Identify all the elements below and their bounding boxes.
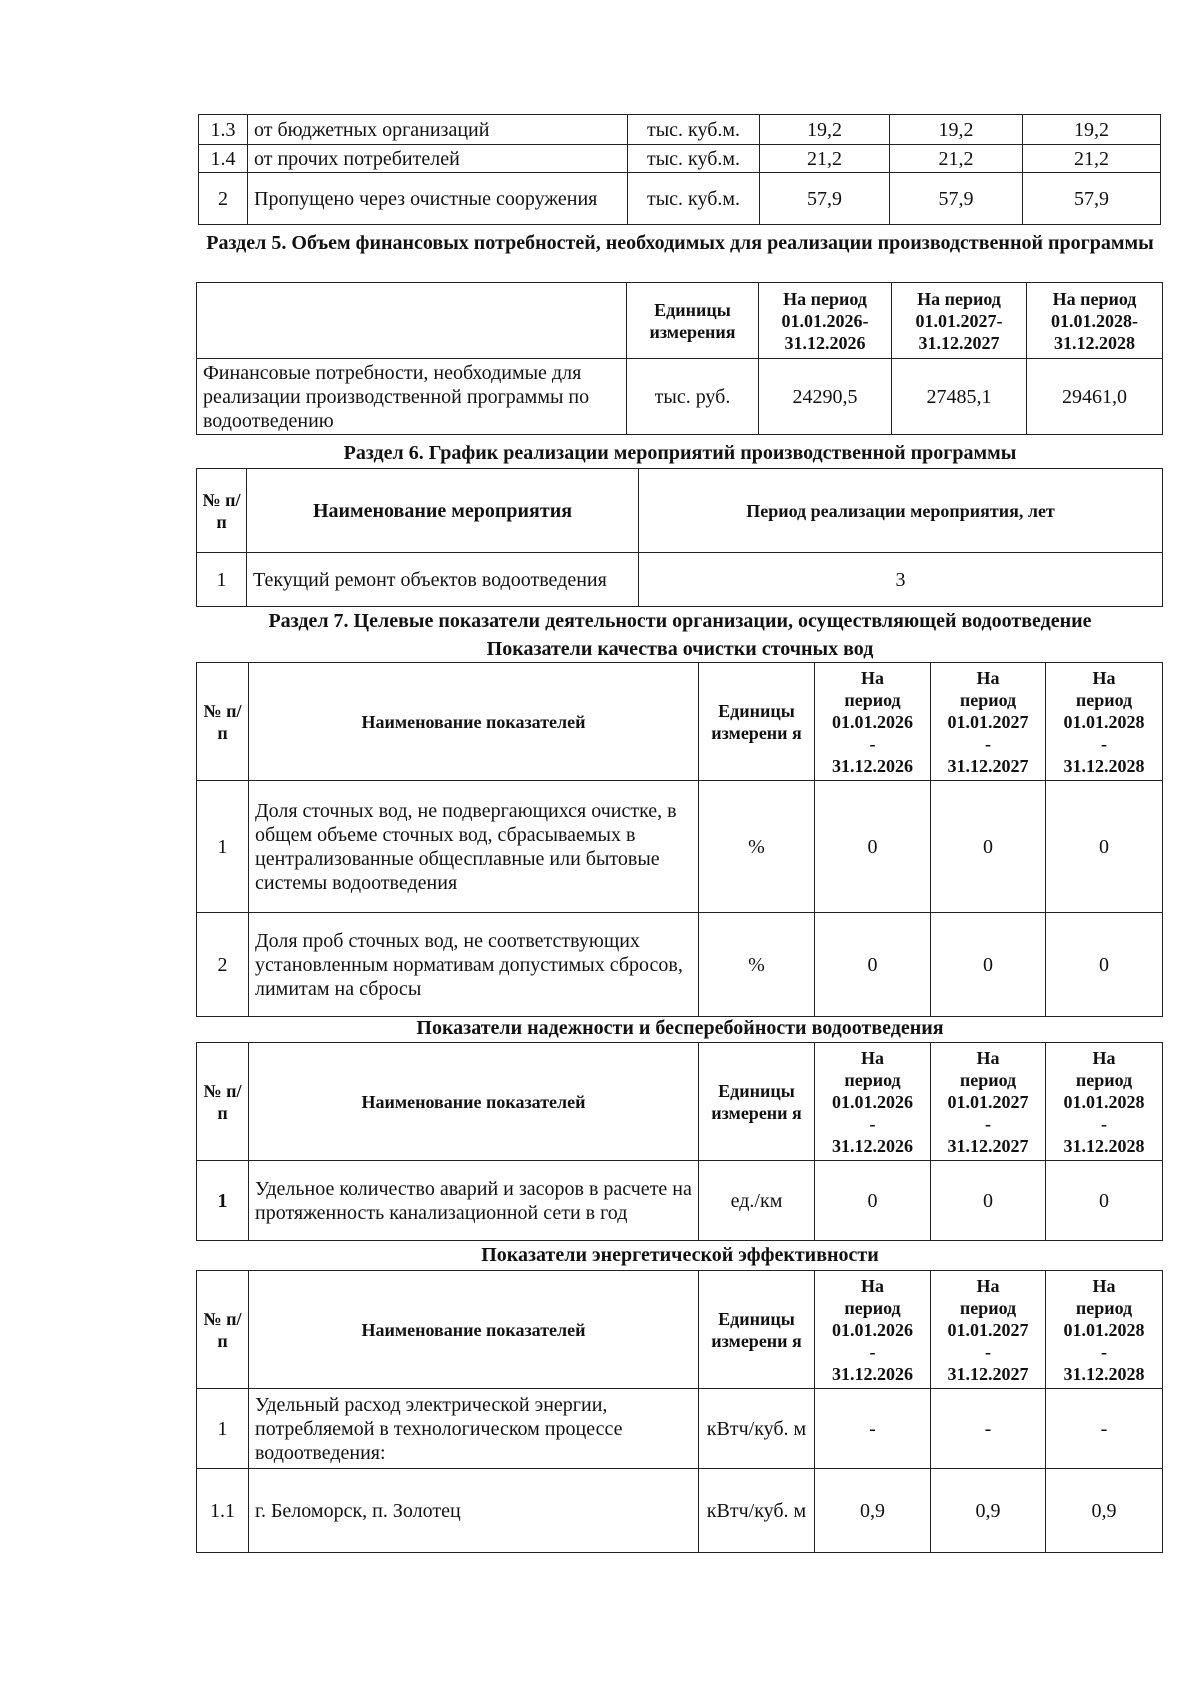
row-value-2028: 57,9 [1023,173,1161,225]
row-number: 1 [197,781,249,913]
table-row [197,1469,1163,1553]
row-name: Доля сточных вод, не подвергающихся очистке, в общем объеме сточных вод, сбрасываемых в централизованные общесплавные или бытовые системы водоотведения [249,781,699,913]
row-unit: кВтч/куб. м [699,1469,815,1553]
header-period-end: 31.12.2027 [947,1363,1029,1384]
header-na: На [1092,667,1116,688]
header-period-word: период [1075,1069,1133,1090]
table-header-row [197,1043,1163,1161]
reliability-table [196,1042,1163,1241]
header-dash: - [985,1113,991,1134]
row-name: г. Беломорск, п. Золотец [249,1469,699,1553]
row-number: 1.4 [199,145,248,173]
row-name: Доля проб сточных вод, не соответствующих установленным нормативам допустимых сбросов, лимитам на сбросы [249,913,699,1017]
header-dash: - [869,1341,876,1362]
header-dash: - [869,733,876,754]
header-period-end: 31.12.2026 [832,1363,913,1384]
row-number: 1 [197,1161,249,1241]
row-period: 3 [639,553,1163,607]
header-period-end: 31.12.2028 [1063,1135,1145,1156]
table-header-row [197,663,1163,781]
table-header-row [197,469,1163,553]
header-period-2026 [815,1043,931,1161]
table-row [197,1389,1163,1469]
row-value-2027: 0 [931,913,1046,1017]
header-na: На [976,667,1000,688]
table-row [199,145,1161,173]
header-period-2026 [815,663,931,781]
row-value-2028: - [1046,1389,1163,1469]
row-unit: тыс. куб.м. [628,115,760,145]
header-unit: Единицы измерени я [699,1271,815,1389]
table-header-row [197,1271,1163,1389]
header-number: № п/п [197,663,249,781]
header-unit: Единицы измерени я [699,663,815,781]
table-row [197,781,1163,913]
row-value-2026: 0 [815,913,931,1017]
header-dash: - [985,733,991,754]
header-period-start: 01.01.2028 [1063,711,1145,732]
row-number: 1 [197,553,247,607]
row-value-2028: 0,9 [1046,1469,1163,1553]
header-period-2026 [815,1271,931,1389]
row-name: Пропущено через очистные сооружения [248,173,628,225]
row-unit: тыс. куб.м. [628,173,760,225]
row-unit: % [699,913,815,1017]
row-unit: ед./км [699,1161,815,1241]
header-period-word: период [959,689,1017,710]
header-na: На [976,1047,1000,1068]
row-value-2027: 0 [931,781,1046,913]
row-value-2026: 0 [815,781,931,913]
row-name: Удельный расход электрической энергии, потребляемой в технологическом процессе водоотведения: [249,1389,699,1469]
header-period-start: 01.01.2026 [832,1319,913,1340]
header-na: На [1092,1275,1116,1296]
row-name: Удельное количество аварий и засоров в расчете на протяженность канализационной сети в год [249,1161,699,1241]
row-name: Текущий ремонт объектов водоотведения [247,553,639,607]
row-value-2028: 0 [1046,913,1163,1017]
header-dash: - [1101,1113,1107,1134]
row-unit: кВтч/куб. м [699,1389,815,1469]
header-period-start: 01.01.2026 [832,711,913,732]
header-na: На [860,1047,884,1068]
table-header-row [197,283,1163,359]
header-period-start: 01.01.2027 [947,1091,1029,1112]
row-value-2028: 0 [1046,1161,1163,1241]
header-period-word: период [844,689,901,710]
section-7-title: Раздел 7. Целевые показатели деятельности организации, осуществляющей водоотведение [268,610,1092,632]
row-name: Финансовые потребности, необходимые для реализации производственной программы по водоотведению [197,359,627,435]
header-indicator-name: Наименование показателей [249,1043,699,1161]
row-value-2026: 0,9 [815,1469,931,1553]
table-row [197,1161,1163,1241]
header-event-name: Наименование мероприятия [247,469,639,553]
header-period-word: период [1075,689,1133,710]
row-value-2028: 29461,0 [1027,359,1163,435]
header-na: На [1092,1047,1116,1068]
header-event-period: Период реализации мероприятия, лет [639,469,1163,553]
row-name: от прочих потребителей [248,145,628,173]
header-period-start: 01.01.2027 [947,711,1029,732]
reliability-subtitle: Показатели надежности и бесперебойности водоотведения [416,1017,944,1039]
header-na: На [976,1275,1000,1296]
header-period-2028 [1046,1271,1163,1389]
header-period-word: период [1075,1297,1133,1318]
table-row [199,173,1161,225]
header-period-word: период [844,1297,901,1318]
header-unit: Единицы измерения [627,283,759,359]
header-dash: - [985,1341,991,1362]
row-value-2028: 19,2 [1023,115,1161,145]
header-empty [197,283,627,359]
row-number: 2 [199,173,248,225]
row-unit: % [699,781,815,913]
row-number: 2 [197,913,249,1017]
header-period-2027 [931,1271,1046,1389]
header-period-2028 [1046,663,1163,781]
header-dash: - [1101,733,1107,754]
header-period-2027 [931,1043,1046,1161]
header-period-end: 31.12.2026 [832,1135,913,1156]
energy-table [196,1270,1163,1553]
header-period-end: 31.12.2028 [1063,1363,1145,1384]
header-period-end: 31.12.2028 [1063,755,1145,776]
header-period-word: период [844,1069,901,1090]
table-row [197,553,1163,607]
header-period-end: 31.12.2026 [832,755,913,776]
quality-table [196,662,1163,1017]
row-value-2026: 24290,5 [759,359,892,435]
section-5-title: Раздел 5. Объем финансовых потребностей, необходимых для реализации производственной программы [206,232,1154,254]
header-period-2026: На период 01.01.2026- 31.12.2026 [759,283,892,359]
header-period-start: 01.01.2027 [947,1319,1029,1340]
header-period-end: 31.12.2027 [947,755,1029,776]
row-number: 1.3 [199,115,248,145]
header-period-end: 31.12.2027 [947,1135,1029,1156]
row-value-2027: 57,9 [890,173,1023,225]
finance-table [196,282,1163,435]
header-dash: - [1101,1341,1107,1362]
header-dash: - [869,1113,876,1134]
row-value-2028: 21,2 [1023,145,1161,173]
energy-subtitle: Показатели энергетической эффективности [481,1244,879,1266]
row-value-2028: 0 [1046,781,1163,913]
table-row [199,115,1161,145]
row-value-2027: 0,9 [931,1469,1046,1553]
header-period-2028: На период 01.01.2028- 31.12.2028 [1027,283,1163,359]
header-number: № п/ п [197,469,247,553]
row-value-2026: 21,2 [760,145,890,173]
row-value-2027: 0 [931,1161,1046,1241]
header-period-start: 01.01.2026 [832,1091,913,1112]
row-value-2027: 21,2 [890,145,1023,173]
header-period-2028 [1046,1043,1163,1161]
section-6-title: Раздел 6. График реализации мероприятий производственной программы [343,442,1017,464]
row-value-2026: 0 [815,1161,931,1241]
header-period-2027: На период 01.01.2027- 31.12.2027 [892,283,1027,359]
table-row [197,913,1163,1017]
header-unit: Единицы измерени я [699,1043,815,1161]
row-value-2027: 27485,1 [892,359,1027,435]
header-indicator-name: Наименование показателей [249,663,699,781]
row-number: 1.1 [197,1469,249,1553]
volume-table [198,114,1161,225]
quality-subtitle: Показатели качества очистки сточных вод [486,638,874,660]
row-unit: тыс. куб.м. [628,145,760,173]
row-name: от бюджетных организаций [248,115,628,145]
header-period-start: 01.01.2028 [1063,1319,1145,1340]
header-period-start: 01.01.2028 [1063,1091,1145,1112]
header-period-2027 [931,663,1046,781]
header-number: № п/п [197,1043,249,1161]
table-row [197,359,1163,435]
row-value-2027: - [931,1389,1046,1469]
row-unit: тыс. руб. [627,359,759,435]
row-value-2026: - [815,1389,931,1469]
header-period-word: период [959,1297,1017,1318]
row-value-2026: 57,9 [760,173,890,225]
header-indicator-name: Наименование показателей [249,1271,699,1389]
schedule-table [196,468,1163,607]
header-period-word: период [959,1069,1017,1090]
header-number: № п/п [197,1271,249,1389]
row-number: 1 [197,1389,249,1469]
header-na: На [860,1275,884,1296]
row-value-2027: 19,2 [890,115,1023,145]
header-na: На [860,667,884,688]
row-value-2026: 19,2 [760,115,890,145]
